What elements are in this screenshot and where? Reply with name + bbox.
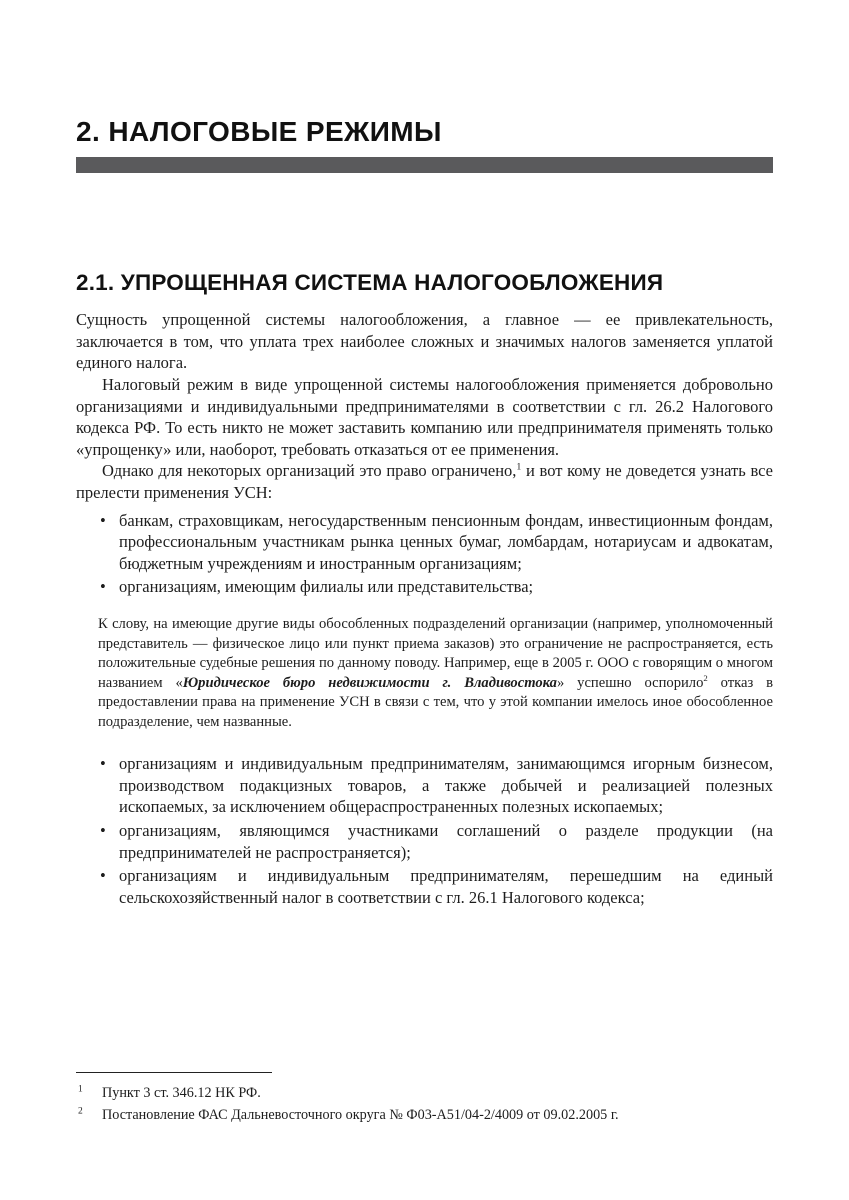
note-block: [98, 615, 773, 732]
footnote-2: [76, 1104, 773, 1126]
footnote-2-text: Постановление ФАС Дальневосточного округа № Ф03-А51/04-2/4009 от 09.02.2005 г.: [102, 1107, 619, 1123]
paragraph-restriction-before: Однако для некоторых организаций это право ограничено,: [102, 461, 517, 481]
footnote-ref-1: 1: [516, 461, 522, 473]
paragraph-restriction-after: и вот кому не доведется узнать все прелести применения УСН:: [76, 461, 774, 502]
bullet-text-production-sharing: организациям, являющимся участниками соглашений о разделе продукции (на предпринимателей не распространяется);: [119, 821, 773, 862]
company-name: Юридическое бюро недвижимости г. Владивостока: [182, 674, 557, 691]
footnote-1-marker: [76, 1082, 102, 1104]
footnote-1-marker-number: 1: [78, 1084, 83, 1095]
list-item: [100, 820, 773, 863]
footnote-2-marker: [76, 1104, 102, 1126]
bullet-icon: •: [100, 866, 106, 886]
bullet-text-banks: банкам, страховщикам, негосударственным пенсионным фондам, инвестиционным фондам, профессиональным участникам рынка ценных бумаг, ломбардам, нотариусам и адвокатам, бюджетным учреждениям и иностранным организациям;: [119, 510, 773, 573]
footnote-2-marker-number: 2: [78, 1106, 83, 1117]
bullet-icon: •: [100, 510, 106, 530]
footnotes-section: [76, 1072, 773, 1126]
bullet-text-branches: организациям, имеющим филиалы или представительства;: [119, 577, 534, 597]
bullet-icon: •: [100, 754, 106, 774]
footnote-divider: [76, 1072, 272, 1073]
note-part-1: К слову, на имеющие другие виды обособленных подразделений организации (например, уполномоченный представитель — физическое лицо или пункт приема заказов) это ограничение не распространяется, есть положительные судебные решения по данному поводу. Например, еще в 2005 г. ООО с говорящим о многом названием «: [98, 615, 773, 691]
list-item: [100, 576, 773, 598]
paragraph-intro-text: Сущность упрощенной системы налогообложения, а главное — ее привлекательность, заключается в том, что уплата трех наиболее сложных и значимых налогов заменяется уплатой единого налога.: [76, 310, 773, 373]
section-title: 2.1. УПРОЩЕННАЯ СИСТЕМА НАЛОГООБЛОЖЕНИЯ: [76, 270, 664, 296]
footnote-1-text: Пункт 3 ст. 346.12 НК РФ.: [102, 1085, 261, 1101]
bullet-list-bottom: [100, 751, 773, 908]
bullet-text-agricultural-tax: организациям и индивидуальным предпринимателям, перешедшим на единый сельскохозяйственный налог в соответствии с гл. 26.1 Налогового кодекса;: [119, 866, 773, 907]
chapter-title: 2. НАЛОГОВЫЕ РЕЖИМЫ: [76, 116, 442, 147]
paragraph-regime: [76, 374, 773, 460]
paragraph-intro: [76, 309, 773, 374]
footnote-1: [76, 1082, 773, 1104]
paragraph-regime-text: Налоговый режим в виде упрощенной системы налогообложения применяется добровольно организациями и индивидуальными предпринимателями в соответствии с гл. 26.2 Налогового кодекса РФ. То есть никто не может заставить компанию или предпринимателя применять только «упрощенку» или, наоборот, требовать отказаться от ее применения.: [76, 374, 773, 459]
chapter-title-bar: [76, 157, 773, 173]
paragraph-restriction: [76, 460, 773, 503]
note-part-3: отказ в предоставлении права на применение УСН в связи с тем, что у этой компании имелось иное обособленное подразделение, чем названные.: [98, 674, 774, 730]
list-item: [100, 753, 773, 818]
list-item: [100, 865, 773, 908]
bullet-icon: •: [100, 577, 106, 597]
footnote-ref-2: 2: [703, 672, 708, 683]
bullet-icon: •: [100, 821, 106, 841]
list-item: [100, 510, 773, 575]
note-part-2: » успешно оспорило: [556, 674, 704, 691]
bullet-text-gambling: организациям и индивидуальным предпринимателям, занимающимся игорным бизнесом, производством подакцизных товаров, а также добычей и реализацией полезных ископаемых, за исключением общераспространенных полезных ископаемых;: [119, 754, 773, 817]
bullet-list-top: [100, 508, 773, 598]
